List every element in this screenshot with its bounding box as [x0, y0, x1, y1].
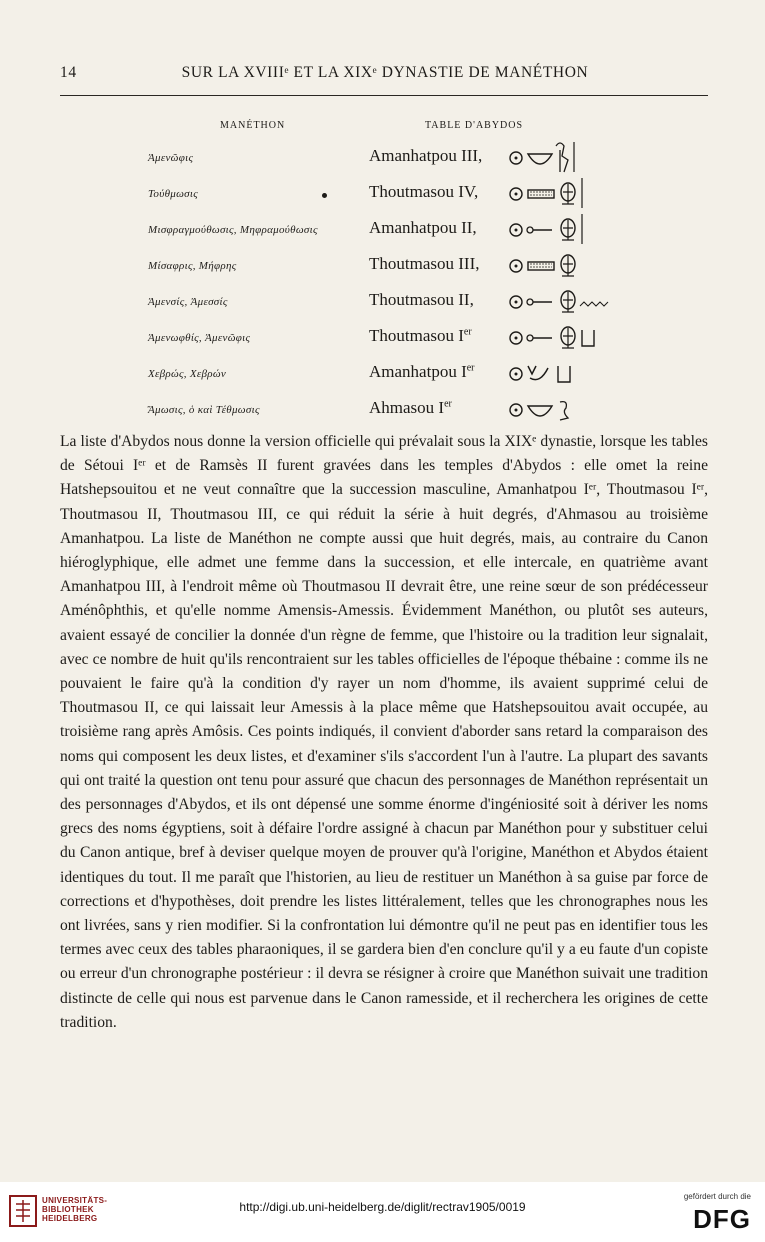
running-title: SUR LA XVIIIᵉ ET LA XIXᵉ DYNASTIE DE MANÉTHON	[181, 64, 589, 81]
page-number: 14	[60, 64, 77, 81]
greek-name: Ἄμωσις, ὁ καὶ Τέθμωσις	[148, 404, 260, 416]
cartouche-hieroglyph-icon	[506, 174, 626, 214]
cartouche-hieroglyph-icon	[506, 210, 626, 250]
greek-name: Μισφραγμούθωσις, Μηφραμούθωσις	[148, 224, 318, 236]
egyptian-name: Thoutmasou II,	[369, 290, 474, 309]
greek-name: Ἀμενῶφις	[148, 152, 194, 164]
paragraph: La liste d'Abydos nous donne la version officielle qui prévalait sous la XIXᵉ dynastie, lorsque les tables de Sétoui Iᵉʳ et de Ramsès II furent gravées dans les temples d'Abydos : elle omet la reine Hatshepsouitou et ne veut connaître que la succession masculine, Amanhatpou Iᵉʳ, Thoutmasou Iᵉʳ, Thoutmasou II, Thoutmasou III, ce qui réduit la série à huit degrés, d'Ahmasou au troisième Amanhatpou. La liste de Manéthon ne compte aussi que huit degrés, mais, au contraire du Canon hiéroglyphique, elle admet une femme dans la succession, et elle intercale, en quatrième avant Amanhatpou III, à l'endroit même où Thoutmasou II devrait être, une reine sœur de son prédécesseur Aménôphthis, et qu'elle nomme Amensis-Amessis. Évidemment Manéthon, ou plutôt ses auteurs, avaient essayé de concilier la donnée d'un règne de femme, que l'histoire ou la tradition leur signalait, avec ce nombre de huit qu'ils rencontraient sur les tables officielles de l'époque thébaine : comme ils ne pouvaient le faire qu'à la condition d'y rayer un nom d'homme, ils avaient supprimé celui de Thoutmasou II, ce qui laissait leur Amessis à la place même que Hatshepsouitou avait occupée, au troisième rang après Amôsis. Ces points indiqués, il convient d'aborder sans retard la comparaison des noms qui composent les deux listes, et d'examiner s'ils s'accordent l'un à l'autre. La plupart des savants qui ont traité la question ont tenu pour assuré que chacun des personnages de Manéthon représentait un des personnages d'Abydos, et ils ont dépensé une somme énorme d'ingéniosité soit à dériver les noms grecs des noms égyptiens, soit à défaire l'ordre assigné à chacun par Manéthon pour y substituer celui du Canon antique, bref à deviser quelque moyen de prouver qu'à l'origine, Manéthon et Abydos étaient identiques du tout. Il me paraît que l'historien, au lieu de restituer un Manéthon à sa guise par force de corrections et d'hypothèses, doit prendre les listes littéralement, telles que les chronographes nous les ont livrées, sans y rien modifier. Si la confrontation lui démontre qu'il ne peut pas en identifier tous les termes avec ceux des tables pharaoniques, il se gardera bien d'en conclure qu'il y a eu faute d'un copiste ou erreur d'un chronographe postérieur : il devra se résigner à croire que Manéthon suivait une tradition distincte de celle qui nous est parvenue dans le Canon ramesside, et il recherchera les origines de cette tradition.	[60, 433, 708, 1031]
egyptian-name: Amanhatpou II,	[369, 218, 477, 237]
greek-name: Χεβρώς, Χεβρών	[148, 368, 227, 380]
source-url-link[interactable]: http://digi.ub.uni-heidelberg.de/diglit/rectrav1905/0019	[239, 1200, 526, 1214]
body-text	[60, 430, 708, 1035]
egyptian-name: Thoutmasou III,	[369, 254, 480, 273]
cartouche-hieroglyph-icon	[506, 282, 626, 322]
dfg-logo: DFG	[693, 1204, 751, 1234]
egyptian-name: Ahmasou Ier	[369, 398, 452, 417]
column-heading-abydos: TABLE D'ABYDOS	[425, 120, 524, 131]
table-row	[0, 288, 765, 320]
table-row	[0, 252, 765, 284]
funding-caption: gefördert durch die	[683, 1192, 751, 1201]
cartouche-hieroglyph-icon	[506, 390, 626, 430]
greek-name: Ἀμενσίς, Ἀμεσσίς	[148, 296, 228, 308]
table-row	[0, 144, 765, 176]
table-row	[0, 360, 765, 392]
header-rule	[60, 95, 708, 96]
cartouche-hieroglyph-icon	[506, 246, 626, 286]
bullet-mark	[322, 193, 327, 198]
egyptian-name: Amanhatpou III,	[369, 146, 483, 165]
greek-name: Ἀμενωφθίς, Ἀμενῶφις	[148, 332, 251, 344]
table-row	[0, 216, 765, 248]
table-row	[0, 396, 765, 428]
egyptian-name: Amanhatpou Ier	[369, 362, 475, 381]
footer-bar	[0, 1182, 765, 1242]
institution-name: UNIVERSITÄTS- BIBLIOTHEK HEIDELBERG	[42, 1196, 108, 1223]
cartouche-hieroglyph-icon	[506, 318, 626, 358]
table-row	[0, 324, 765, 356]
cartouche-hieroglyph-icon	[506, 138, 626, 178]
cartouche-hieroglyph-icon	[506, 354, 626, 394]
table-row	[0, 180, 765, 212]
greek-name: Μίσαφρις, Μήφρης	[148, 260, 237, 272]
egyptian-name: Thoutmasou Ier	[369, 326, 472, 345]
column-heading-manethon: MANÉTHON	[220, 120, 286, 131]
page-header	[60, 64, 710, 88]
greek-name: Τούθμωσις	[148, 188, 199, 200]
egyptian-name: Thoutmasou IV,	[369, 182, 479, 201]
